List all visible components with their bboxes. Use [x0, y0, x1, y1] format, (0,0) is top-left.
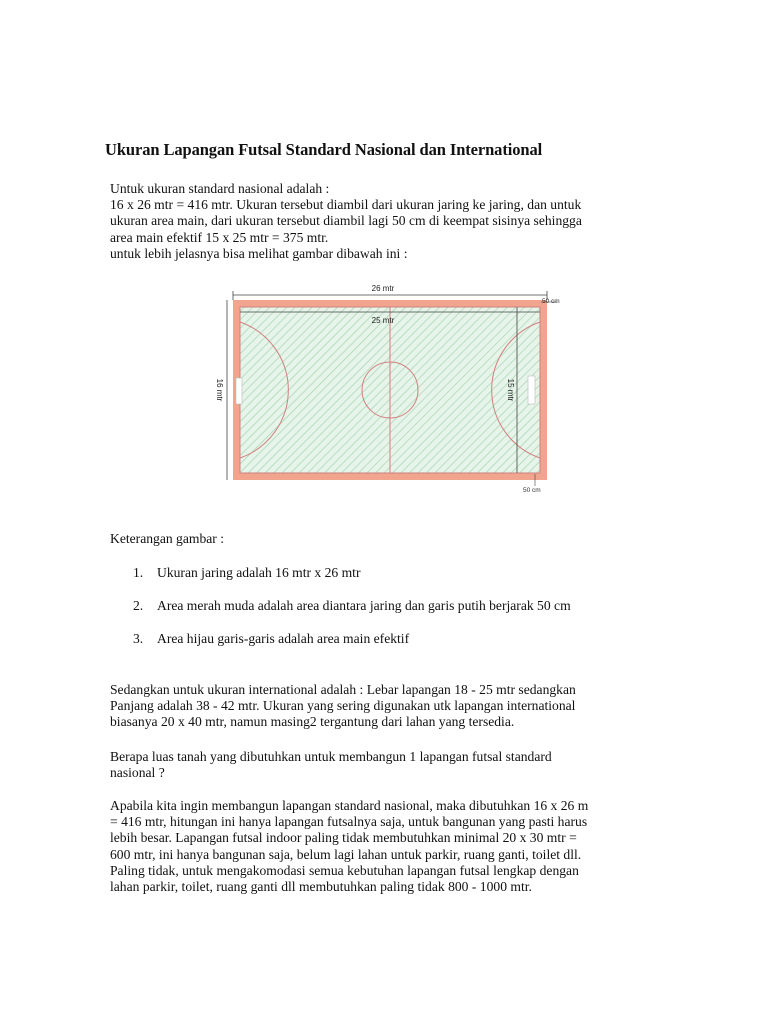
question-paragraph [110, 749, 670, 781]
futsal-field-diagram [205, 278, 565, 498]
label-effective-length: 25 mtr [371, 316, 395, 325]
page-title: Ukuran Lapangan Futsal Standard Nasional dan International [105, 140, 543, 159]
answer-paragraph [110, 798, 670, 895]
list-text: Ukuran jaring adalah 16 mtr x 26 mtr [157, 565, 361, 580]
text-line: ukuran area main, dari ukuran tersebut diambil lagi 50 cm di keempat sisinya sehingga [110, 213, 582, 229]
list-number: 1. [133, 565, 144, 580]
text-line: 600 mtr, ini hanya bangunan saja, belum lagi lahan untuk parkir, ruang ganti, toilet dll. [110, 846, 582, 862]
left-goal [236, 378, 242, 404]
label-total-width: 16 mtr [215, 378, 224, 402]
label-total-length: 26 mtr [371, 284, 395, 293]
label-margin-bottom: 50 cm [523, 487, 541, 494]
text-line: biasanya 20 x 40 mtr, namun masing2 tergantung dari lahan yang tersedia. [110, 714, 515, 730]
text-line: Apabila kita ingin membangun lapangan standard nasional, maka dibutuhkan 16 x 26 m [110, 798, 589, 813]
list-text: Area merah muda adalah area diantara jaring dan garis putih berjarak 50 cm [157, 598, 571, 613]
text-line: Berapa luas tanah yang dibutuhkan untuk membangun 1 lapangan futsal standard [110, 749, 552, 764]
text-line: area main efektif 15 x 25 mtr = 375 mtr. [110, 229, 329, 245]
list-number: 2. [133, 598, 144, 613]
text-line: 16 x 26 mtr = 416 mtr. Ukuran tersebut diambil dari ukuran jaring ke jaring, dan untuk [110, 197, 582, 213]
text-line: = 416 mtr, hitungan ini hanya lapangan futsalnya saja, untuk bangunan yang pasti harus [110, 814, 588, 830]
legend-heading: Keterangan gambar : [110, 531, 224, 546]
label-effective-width: 15 mtr [506, 378, 515, 402]
intro-paragraph [110, 181, 670, 262]
list-text: Area hijau garis-garis adalah area main efektif [157, 631, 410, 646]
list-number: 3. [133, 631, 144, 646]
text-line: nasional ? [110, 765, 165, 781]
international-paragraph [110, 682, 670, 731]
text-line: Paling tidak, untuk mengakomodasi semua kebutuhan lapangan futsal lengkap dengan [110, 862, 579, 878]
list-item [133, 565, 360, 581]
list-item [133, 598, 571, 614]
right-goal [528, 376, 535, 404]
text-line: Sedangkan untuk ukuran international adalah : Lebar lapangan 18 - 25 mtr sedangkan [110, 682, 576, 697]
text-line: lebih besar. Lapangan futsal indoor paling tidak membutuhkan minimal 20 x 30 mtr = [110, 830, 577, 846]
label-margin-top: 50 cm [542, 298, 560, 305]
text-line: Panjang adalah 38 - 42 mtr. Ukuran yang sering digunakan utk lapangan international [110, 698, 576, 714]
text-line: lahan parkir, toilet, ruang ganti dll membutuhkan paling tidak 800 - 1000 mtr. [110, 879, 532, 895]
list-item [133, 631, 409, 647]
text-line: Untuk ukuran standard nasional adalah : [110, 181, 330, 196]
field-svg [205, 278, 565, 498]
text-line: untuk lebih jelasnya bisa melihat gambar dibawah ini : [110, 245, 408, 261]
